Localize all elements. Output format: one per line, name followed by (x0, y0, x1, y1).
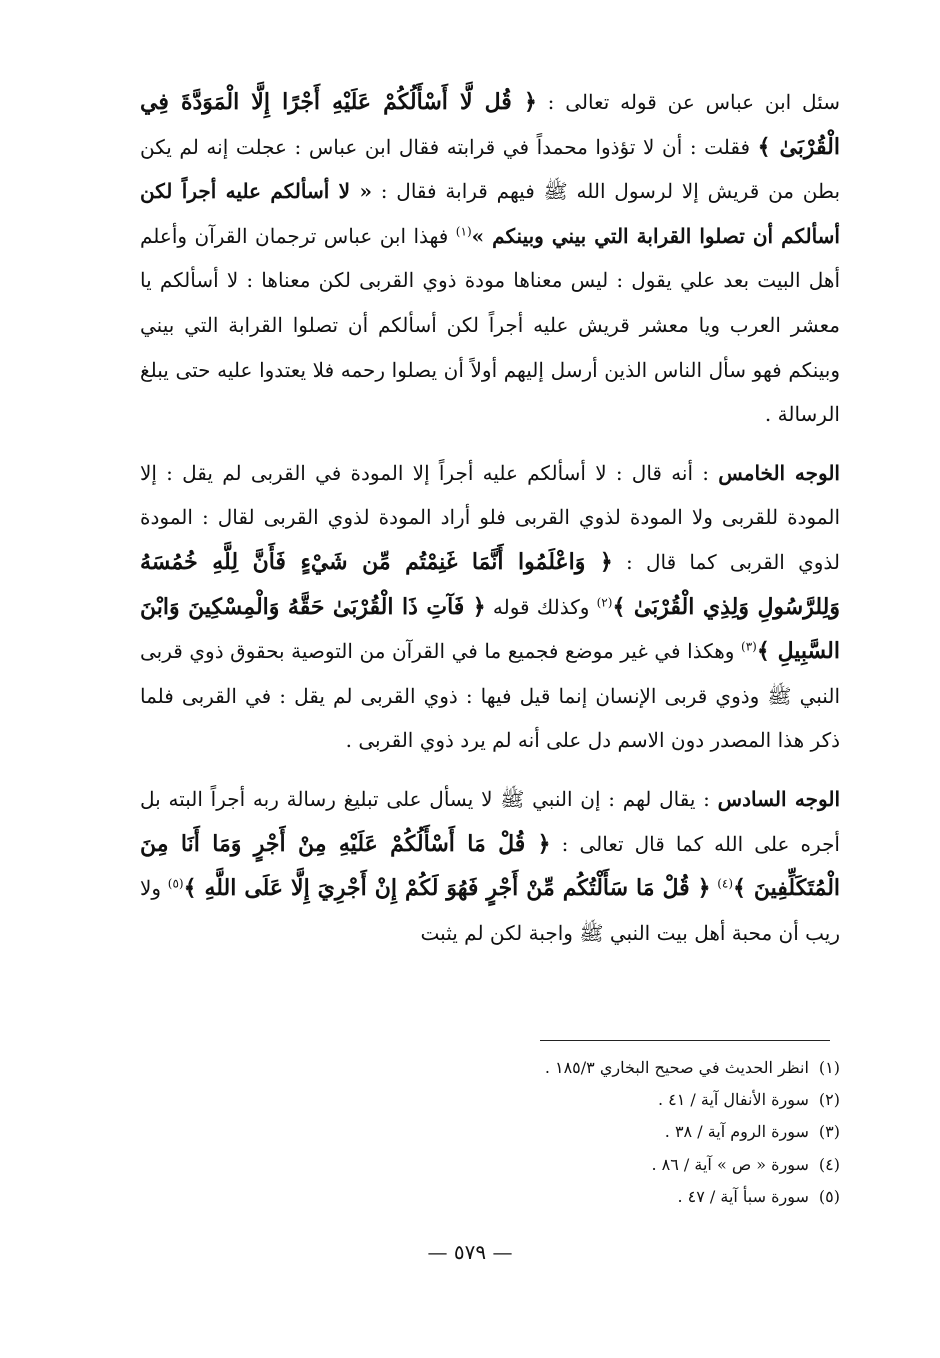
footnote-number: (٢) (818, 1090, 840, 1110)
footnote-ref: (١) (455, 224, 472, 239)
main-text (140, 80, 840, 955)
footnote-divider (540, 1040, 830, 1041)
hadith-quote: « لا أسألكم عليه أجراً لكن أسألكم أن تصلوا القرابة التي بيني وبينكم » (140, 179, 840, 248)
quran-verse: ﴿ وَاعْلَمُوا أَنَّمَا غَنِمْتُم مِّن شَيْءٍ فَأَنَّ لِلَّهِ خُمُسَهُ وَلِلرَّسُولِ وَلِذِي الْقُرْبَىٰ ﴾ (140, 548, 840, 620)
paragraph-text: ولا ريب أن محبة أهل بيت النبي ﷺ واجبة لكن لم يثبت (140, 876, 840, 945)
footnote (300, 1116, 840, 1148)
quran-verse: ﴿ قُلْ مَا أَسْأَلُكُمْ عَلَيْهِ مِنْ أَجْرٍ وَمَا أَنَا مِنَ الْمُتَكَلِّفِينَ ﴾ (140, 830, 841, 902)
footnote-ref: (٥) (167, 876, 184, 891)
quran-verse: ﴿ قُلْ مَا سَأَلْتُكُم مِّنْ أَجْرٍ فَهُوَ لَكُمْ إِنْ أَجْرِيَ إِلَّا عَلَى اللَّهِ ﴾ (183, 875, 711, 902)
footnote (300, 1084, 840, 1116)
footnote-text: سورة الروم آية / ٣٨ . (664, 1122, 809, 1142)
footnote-ref: (٢) (596, 594, 613, 609)
section-heading: الوجه الخامس (718, 460, 840, 485)
footnote-text: سورة « ص » آية / ٨٦ . (651, 1154, 809, 1174)
paragraph (140, 80, 840, 437)
footnote-text: سورة الأنفال آية / ٤١ . (657, 1090, 809, 1110)
quran-verse: ﴿ قُل لَّا أَسْأَلُكُمْ عَلَيْهِ أَجْرًا إِلَّا الْمَوَدَّةَ فِي الْقُرْبَىٰ ﴾ (140, 89, 840, 160)
footnote (300, 1149, 840, 1181)
paragraph (140, 451, 840, 763)
paragraph-text: وكذلك قوله (485, 594, 597, 619)
section-heading: الوجه السادس (717, 786, 840, 811)
footnote-number: (٤) (818, 1154, 840, 1174)
footnote (300, 1181, 840, 1213)
footnotes (300, 1052, 840, 1213)
footnote (300, 1052, 840, 1084)
footnote-text: انظر الحديث في صحيح البخاري ١٨٥/٣ . (544, 1058, 809, 1077)
paragraph-text: فهذا ابن عباس ترجمان القرآن وأعلم أهل البيت بعد علي يقول : ليس معناها مودة ذوي القربى لكن معناها : لا أسألكم يا معشر العرب ويا معشر قريش عليه أجراً لكن أسألكم أن تصلوا القرابة التي بيني وبينكم فهو سأل الناس الذين أرسل إليهم أولاً أن يصلوا رحمه فلا يعتدوا عليه حتى يبلغ الرسالة . (140, 223, 840, 427)
footnote-text: سورة سبأ آية / ٤٧ . (677, 1186, 809, 1206)
footnote-number: (٥) (818, 1186, 840, 1206)
paragraph (140, 777, 840, 955)
paragraph-text: : أنه قال : لا أسألكم عليه أجراً إلا المودة في القربى لم يقل : إلا المودة للقربى ولا المودة لذوي القربى فلو أراد المودة لذوي القربى لقال : المودة لذوي القربى كما قال : (140, 460, 840, 574)
footnote-ref: (٤) (717, 876, 734, 891)
quran-verse: ﴿ فَآتِ ذَا الْقُرْبَىٰ حَقَّهُ وَالْمِسْكِينَ وَابْنَ السَّبِيلِ ﴾ (140, 593, 840, 665)
paragraph-text: سئل ابن عباس عن قوله تعالى : (536, 90, 840, 114)
paragraph-text: : يقال لهم : إن النبي ﷺ لا يسأل على تبليغ رسالة ربه أجراً البته بل أجره على الله كما قال تعالى : (140, 786, 840, 856)
paragraph-text: فقلت : أن لا تؤذوا محمداً في قرابته فقال ابن عباس : عجلت إنه لم يكن بطن من قريش إلا لرسول الله ﷺ فيهم قرابة فقال : (140, 134, 841, 204)
footnote-number: (١) (818, 1058, 840, 1077)
paragraph-text: وهكذا في غير موضع فجميع ما في القرآن من التوصية بحقوق ذوي قربى النبي ﷺ وذوي قربى الإنسان إنما قيل فيها : ذوي القربى لم يقل : في القربى فلما ذكر هذا المصدر دون الاسم دل على أنه لم يرد ذوي القربى . (140, 639, 840, 753)
footnote-ref: (٣) (741, 639, 757, 654)
footnote-number: (٣) (818, 1122, 840, 1142)
page-number: — ٥٧٩ — (427, 1240, 513, 1264)
